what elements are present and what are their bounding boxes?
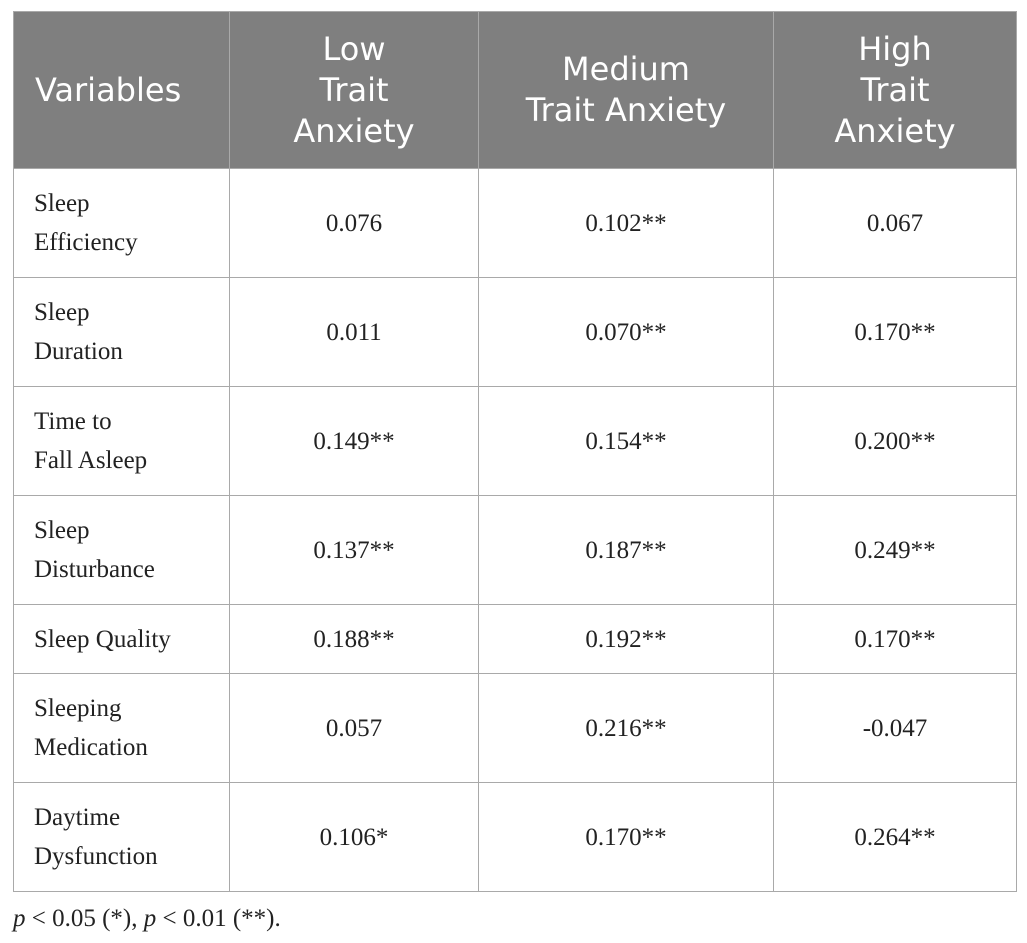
- high-value-cell: -0.047: [774, 674, 1017, 783]
- table-row: [14, 674, 1017, 783]
- table-row: [14, 278, 1017, 387]
- p-symbol: p: [143, 905, 157, 932]
- low-value-cell: 0.011: [230, 278, 479, 387]
- high-value-cell: 0.067: [774, 169, 1017, 278]
- low-value-cell: 0.149**: [230, 387, 479, 496]
- header-low-trait-anxiety: Low Trait Anxiety: [230, 12, 479, 169]
- medium-value-cell: 0.070**: [479, 278, 774, 387]
- footnote-text-2: < 0.01 (**).: [156, 905, 281, 932]
- results-table-container: [13, 11, 1016, 892]
- variable-cell: Sleep Efficiency: [14, 169, 230, 278]
- high-value-cell: 0.170**: [774, 605, 1017, 674]
- variable-cell: Daytime Dysfunction: [14, 783, 230, 892]
- medium-value-cell: 0.216**: [479, 674, 774, 783]
- medium-value-cell: 0.170**: [479, 783, 774, 892]
- table-row: [14, 387, 1017, 496]
- results-table: [13, 11, 1017, 892]
- header-variables: Variables: [14, 12, 230, 169]
- low-value-cell: 0.188**: [230, 605, 479, 674]
- table-body: [14, 169, 1017, 892]
- table-row: [14, 605, 1017, 674]
- footnote-text-1: < 0.05 (*),: [25, 905, 144, 932]
- variable-cell: Sleep Disturbance: [14, 496, 230, 605]
- table-row: [14, 496, 1017, 605]
- medium-value-cell: 0.154**: [479, 387, 774, 496]
- header-high-trait-anxiety: High Trait Anxiety: [774, 12, 1017, 169]
- low-value-cell: 0.106*: [230, 783, 479, 892]
- p-symbol: p: [13, 905, 26, 932]
- medium-value-cell: 0.102**: [479, 169, 774, 278]
- high-value-cell: 0.249**: [774, 496, 1017, 605]
- low-value-cell: 0.057: [230, 674, 479, 783]
- table-footnote: [13, 903, 281, 935]
- variable-cell: Sleep Quality: [14, 605, 230, 674]
- low-value-cell: 0.137**: [230, 496, 479, 605]
- high-value-cell: 0.264**: [774, 783, 1017, 892]
- table-row: [14, 169, 1017, 278]
- header-medium-trait-anxiety: Medium Trait Anxiety: [479, 12, 774, 169]
- medium-value-cell: 0.192**: [479, 605, 774, 674]
- header-row: [14, 12, 1017, 169]
- variable-cell: Sleeping Medication: [14, 674, 230, 783]
- variable-cell: Sleep Duration: [14, 278, 230, 387]
- high-value-cell: 0.170**: [774, 278, 1017, 387]
- table-header: [14, 12, 1017, 169]
- low-value-cell: 0.076: [230, 169, 479, 278]
- variable-cell: Time to Fall Asleep: [14, 387, 230, 496]
- high-value-cell: 0.200**: [774, 387, 1017, 496]
- table-row: [14, 783, 1017, 892]
- medium-value-cell: 0.187**: [479, 496, 774, 605]
